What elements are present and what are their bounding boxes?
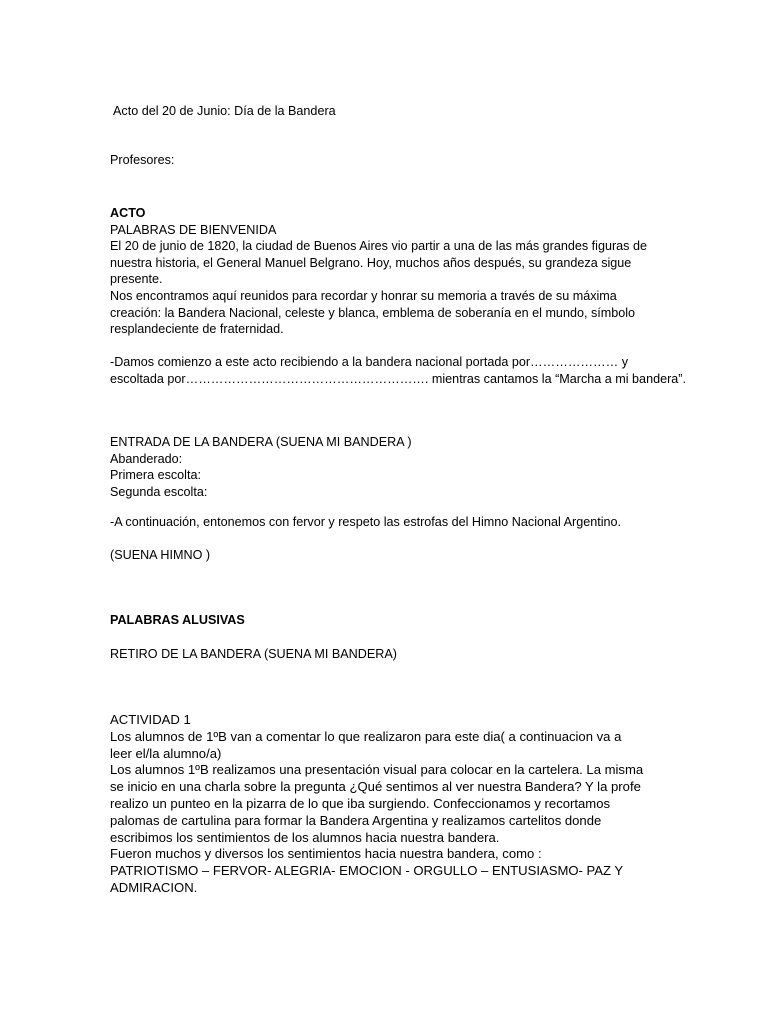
himno-intro-text: -A continuación, entonemos con fervor y respeto las estrofas del Himno Nacional Argentino. xyxy=(110,515,622,529)
teachers-label: Profesores: xyxy=(110,153,175,167)
acto-heading: ACTO xyxy=(110,206,146,220)
acto-line: nuestra historia, el General Manuel Belgrano. Hoy, muchos años después, su grandeza sigue xyxy=(110,255,632,270)
actividad-line: ADMIRACION. xyxy=(110,879,198,895)
acto-subheading: PALABRAS DE BIENVENIDA xyxy=(110,222,277,237)
actividad-line: PATRIOTISMO – FERVOR- ALEGRIA- EMOCION - ORGULLO – ENTUSIASMO- PAZ Y xyxy=(110,863,624,879)
teachers-section xyxy=(110,152,650,169)
actividad-line: Fueron muchos y diversos los sentimientos hacia nuestra bandera, como : xyxy=(110,846,542,862)
acto-line: -Damos comienzo a este acto recibiendo a la bandera nacional portada por………………… y xyxy=(110,355,628,370)
actividad-line: escribimos los sentimientos de los alumnos hacia nuestra bandera. xyxy=(110,829,500,845)
actividad-line: Los alumnos 1ºB realizamos una presentación visual para colocar en la cartelera. La misma xyxy=(110,762,644,778)
actividad-line: realizo un punteo en la pizarra de lo que iba surgiendo. Confeccionamos y recortamos xyxy=(110,795,611,811)
acto-line: El 20 de junio de 1820, la ciudad de Buenos Aires vio partir a una de las más grandes figuras de xyxy=(110,239,647,254)
acto-line: resplandeciente de fraternidad. xyxy=(110,322,284,337)
himno-section xyxy=(110,547,650,564)
acto-line: presente. xyxy=(110,272,163,287)
palabras-alusivas-heading: PALABRAS ALUSIVAS xyxy=(110,613,245,627)
actividad-line: Los alumnos de 1ºB van a comentar lo que realizaron para este dia( a continuacion va a xyxy=(110,728,622,744)
document-title xyxy=(113,103,653,120)
palabras-alusivas-section xyxy=(110,612,650,629)
entrada-line: Primera escolta: xyxy=(110,468,201,483)
acto-line: Nos encontramos aquí reunidos para recordar y honrar su memoria a través de su máxima xyxy=(110,288,617,303)
acto-section xyxy=(110,205,686,388)
actividad-section xyxy=(110,712,650,897)
retiro-text: RETIRO DE LA BANDERA (SUENA MI BANDERA) xyxy=(110,647,397,661)
entrada-heading: ENTRADA DE LA BANDERA (SUENA MI BANDERA ) xyxy=(110,435,412,449)
entrada-line: Segunda escolta: xyxy=(110,484,208,499)
acto-line: escoltada por…………………………………………………. mientras cantamos la “Marcha a mi bandera”. xyxy=(110,371,686,386)
entrada-section xyxy=(110,434,650,500)
himno-intro-section xyxy=(110,514,650,531)
actividad-line: palomas de cartulina para formar la Bandera Argentina y realizamos cartelitos donde xyxy=(110,812,602,828)
himno-text: (SUENA HIMNO ) xyxy=(110,548,211,562)
entrada-line: Abanderado: xyxy=(110,451,183,466)
acto-blank-line xyxy=(110,338,650,355)
actividad-heading: ACTIVIDAD 1 xyxy=(110,712,191,727)
actividad-line: leer el/la alumno/a) xyxy=(110,745,222,761)
acto-line: creación: la Bandera Nacional, celeste y blanca, emblema de soberanía en el mundo, símbolo xyxy=(110,305,636,320)
actividad-line: se inicio en una charla sobre la pregunta ¿Qué sentimos al ver nuestra Bandera? Y la profe xyxy=(110,779,641,795)
title-text: Acto del 20 de Junio: Día de la Bandera xyxy=(113,104,336,118)
retiro-section xyxy=(110,646,650,663)
